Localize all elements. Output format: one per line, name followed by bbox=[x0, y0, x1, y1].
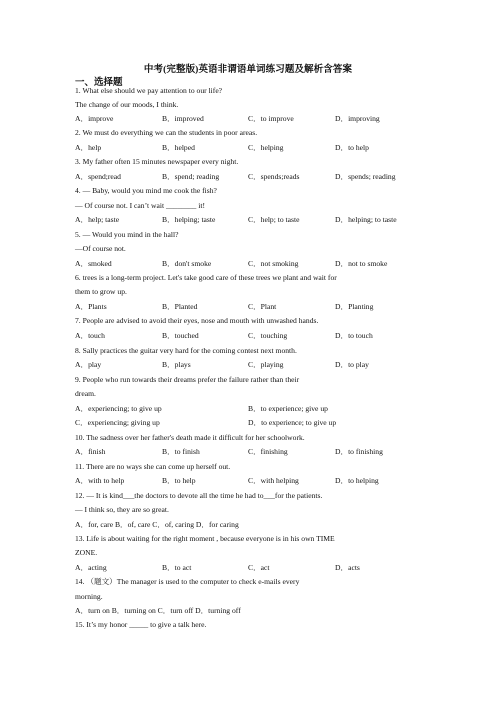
q13-option-d[interactable]: D．acts bbox=[335, 563, 360, 572]
question-10: 10. The sadness over her father's death made it difficult for her schoolwork. bbox=[75, 433, 305, 442]
question-9: 9. People who run towards their dreams prefer the failure rather than their bbox=[75, 375, 300, 384]
q1-option-a[interactable]: A．improve bbox=[75, 114, 114, 123]
q13-option-b[interactable]: B．to act bbox=[162, 563, 192, 572]
q5-option-a[interactable]: A．smoked bbox=[75, 259, 112, 268]
q10-option-a[interactable]: A．finish bbox=[75, 447, 106, 456]
q10-option-c[interactable]: C．finishing bbox=[248, 447, 288, 456]
q6-option-a[interactable]: A．Plants bbox=[75, 302, 107, 311]
page-title: 中考(完整版)英语非谓语单词练习题及解析含答案 bbox=[143, 65, 353, 75]
question-1: 1. What else should we pay attention to our life? bbox=[75, 86, 223, 95]
q11-option-d[interactable]: D．to helping bbox=[335, 476, 379, 485]
question-1-context: The change of our moods, I think. bbox=[75, 100, 179, 109]
question-7: 7. People are advised to avoid their eyes, nose and mouth with unwashed hands. bbox=[75, 316, 319, 325]
q5-option-d[interactable]: D．not to smoke bbox=[335, 259, 388, 268]
q5-option-b[interactable]: B．don't smoke bbox=[162, 259, 212, 268]
q7-option-a[interactable]: A．touch bbox=[75, 331, 105, 340]
q2-option-c[interactable]: C．helping bbox=[248, 143, 284, 152]
q14-options[interactable]: A．turn on B．turning on C．turn off D．turning off bbox=[75, 606, 241, 615]
q8-option-b[interactable]: B．plays bbox=[162, 360, 191, 369]
q11-option-a[interactable]: A．with to help bbox=[75, 476, 125, 485]
question-13: 13. Life is about waiting for the right moment , because everyone is in his own TIME bbox=[75, 534, 335, 543]
question-9-cont: dream. bbox=[75, 389, 96, 398]
question-15: 15. It’s my honor _____ to give a talk here. bbox=[75, 620, 207, 629]
q2-option-d[interactable]: D．to help bbox=[335, 143, 369, 152]
q4-option-d[interactable]: D．helping; to taste bbox=[335, 215, 397, 224]
q12-options[interactable]: A．for, care B．of, care C．of, caring D．for caring bbox=[75, 520, 239, 529]
q4-option-a[interactable]: A．help; taste bbox=[75, 215, 120, 224]
q9-option-c[interactable]: C．experiencing; giving up bbox=[75, 418, 160, 427]
question-11: 11. There are no ways she can come up herself out. bbox=[75, 462, 231, 471]
q5-option-c[interactable]: C．not smoking bbox=[248, 259, 299, 268]
question-14-cont: morning. bbox=[75, 592, 103, 601]
q1-option-d[interactable]: D．improving bbox=[335, 114, 380, 123]
q6-option-c[interactable]: C．Plant bbox=[248, 302, 277, 311]
q3-option-a[interactable]: A．spend;read bbox=[75, 172, 121, 181]
q7-option-b[interactable]: B．touched bbox=[162, 331, 199, 340]
q2-option-b[interactable]: B．helped bbox=[162, 143, 195, 152]
q8-option-a[interactable]: A．play bbox=[75, 360, 102, 369]
question-2: 2. We must do everything we can the students in poor areas. bbox=[75, 128, 258, 137]
question-8: 8. Sally practices the guitar very hard for the coming contest next month. bbox=[75, 346, 297, 355]
question-12: 12. — It is kind___the doctors to devote all the time he had to___for the patients. bbox=[75, 491, 323, 500]
q7-option-c[interactable]: C．touching bbox=[248, 331, 288, 340]
q4-option-c[interactable]: C．help; to taste bbox=[248, 215, 300, 224]
q10-option-b[interactable]: B．to finish bbox=[162, 447, 200, 456]
question-5-reply: —Of course not. bbox=[75, 244, 126, 253]
q11-option-b[interactable]: B．to help bbox=[162, 476, 196, 485]
question-5: 5. — Would you mind in the hall? bbox=[75, 230, 179, 239]
q3-option-b[interactable]: B．spend; reading bbox=[162, 172, 220, 181]
q3-option-d[interactable]: D．spends; reading bbox=[335, 172, 396, 181]
section-heading: 一、选择题 bbox=[75, 77, 123, 88]
question-6: 6. trees is a long-term project. Let's take good care of these trees we plant and wait for bbox=[75, 273, 337, 282]
q7-option-d[interactable]: D．to touch bbox=[335, 331, 373, 340]
q13-option-c[interactable]: C．act bbox=[248, 563, 270, 572]
q11-option-c[interactable]: C．with helping bbox=[248, 476, 299, 485]
q3-option-c[interactable]: C．spends;reads bbox=[248, 172, 300, 181]
question-13-cont: ZONE. bbox=[75, 548, 98, 557]
question-4: 4. — Baby, would you mind me cook the fish? bbox=[75, 186, 217, 195]
q1-option-c[interactable]: C．to improve bbox=[248, 114, 294, 123]
question-3: 3. My father often 15 minutes newspaper every night. bbox=[75, 157, 239, 166]
question-12-reply: — I think so, they are so great. bbox=[75, 505, 169, 514]
q6-option-b[interactable]: B．Planted bbox=[162, 302, 198, 311]
q13-option-a[interactable]: A．acting bbox=[75, 563, 107, 572]
q1-option-b[interactable]: B．improved bbox=[162, 114, 204, 123]
question-14: 14. （题文）The manager is used to the computer to check e-mails every bbox=[75, 577, 300, 586]
q8-option-c[interactable]: C．playing bbox=[248, 360, 284, 369]
q9-option-a[interactable]: A．experiencing; to give up bbox=[75, 404, 162, 413]
q6-option-d[interactable]: D．Planting bbox=[335, 302, 374, 311]
q2-option-a[interactable]: A．help bbox=[75, 143, 102, 152]
q10-option-d[interactable]: D．to finishing bbox=[335, 447, 383, 456]
q8-option-d[interactable]: D．to play bbox=[335, 360, 369, 369]
q9-option-b[interactable]: B．to experience; give up bbox=[248, 404, 328, 413]
q4-option-b[interactable]: B．helping; taste bbox=[162, 215, 216, 224]
question-6-cont: them to grow up. bbox=[75, 287, 127, 296]
question-4-reply: — Of course not. I can’t wait ________ it! bbox=[75, 201, 205, 210]
q9-option-d[interactable]: D．to experience; to give up bbox=[248, 418, 337, 427]
